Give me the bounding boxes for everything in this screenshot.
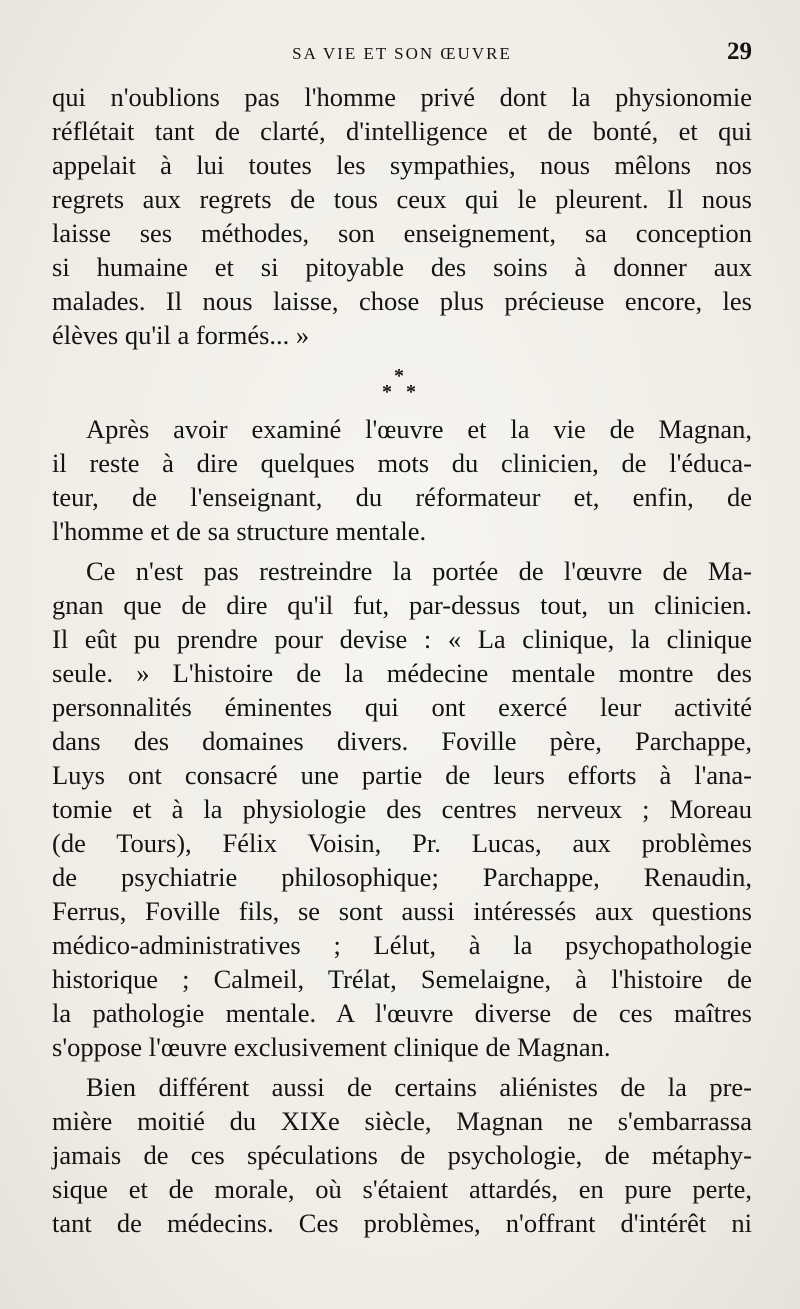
- asterism-star: *: [382, 381, 392, 403]
- text-line: réflétait tant de clarté, d'intelligence et de bonté, et qui: [52, 116, 752, 146]
- text-line: appelait à lui toutes les sympathies, nous mêlons nos: [52, 150, 752, 180]
- text-line: gnan que de dire qu'il fut, par-dessus tout, un clinicien.: [52, 590, 752, 620]
- text-line: Luys ont consacré une partie de leurs efforts à l'ana-: [52, 760, 752, 790]
- running-head: [52, 38, 752, 72]
- section-asterism: [52, 352, 752, 412]
- text-line: Ce n'est pas restreindre la portée de l'œuvre de Ma-: [86, 556, 752, 586]
- paragraph-speculations: [52, 1070, 752, 1240]
- running-title: SA VIE ET SON ŒUVRE: [292, 44, 512, 63]
- body-text: [52, 80, 752, 1240]
- text-line: s'oppose l'œuvre exclusivement clinique de Magnan.: [52, 1032, 611, 1062]
- text-line: Bien différent aussi de certains aliénistes de la pre-: [86, 1072, 752, 1102]
- text-line: sique et de morale, où s'étaient attardés, en pure perte,: [52, 1174, 752, 1204]
- text-line: de psychiatrie philosophique; Parchappe, Renaudin,: [52, 862, 752, 892]
- text-line: seule. » L'histoire de la médecine mentale montre des: [52, 658, 752, 688]
- text-line: historique ; Calmeil, Trélat, Semelaigne, à l'histoire de: [52, 964, 752, 994]
- text-line: l'homme et de sa structure mentale.: [52, 516, 427, 546]
- text-line: malades. Il nous laisse, chose plus précieuse encore, les: [52, 286, 752, 316]
- paragraph-clinician: [52, 554, 752, 1064]
- text-line: jamais de ces spéculations de psychologie, de métaphy-: [52, 1140, 752, 1170]
- text-line: médico-administratives ; Lélut, à la psychopathologie: [52, 930, 752, 960]
- text-line: personnalités éminentes qui ont exercé leur activité: [52, 692, 752, 722]
- paragraph-quote-end: [52, 80, 752, 352]
- text-line: tomie et à la physiologie des centres nerveux ; Moreau: [52, 794, 752, 824]
- asterism-star: *: [394, 365, 404, 387]
- text-line: tant de médecins. Ces problèmes, n'offrant d'intérêt ni: [52, 1208, 752, 1238]
- asterism-star: *: [406, 381, 416, 403]
- text-line: Après avoir examiné l'œuvre et la vie de Magnan,: [86, 414, 752, 444]
- text-line: qui n'oublions pas l'homme privé dont la physionomie: [52, 82, 752, 112]
- text-line: Ferrus, Foville fils, se sont aussi intéressés aux questions: [52, 896, 752, 926]
- page-number: 29: [727, 38, 752, 65]
- text-line: regrets aux regrets de tous ceux qui le pleurent. Il nous: [52, 184, 752, 214]
- paragraph-introduction: [52, 412, 752, 548]
- text-line: teur, de l'enseignant, du réformateur et, enfin, de: [52, 482, 752, 512]
- text-line: si humaine et si pitoyable des soins à donner aux: [52, 252, 752, 282]
- text-line: mière moitié du XIXe siècle, Magnan ne s'embarrassa: [52, 1106, 752, 1136]
- text-line: laisse ses méthodes, son enseignement, sa conception: [52, 218, 752, 248]
- text-line: Il eût pu prendre pour devise : « La clinique, la clinique: [52, 624, 752, 654]
- text-line: (de Tours), Félix Voisin, Pr. Lucas, aux problèmes: [52, 828, 752, 858]
- text-line: dans des domaines divers. Foville père, Parchappe,: [52, 726, 752, 756]
- text-line: élèves qu'il a formés... »: [52, 320, 310, 350]
- text-line: il reste à dire quelques mots du clinicien, de l'éduca-: [52, 448, 752, 478]
- text-line: la pathologie mentale. A l'œuvre diverse de ces maîtres: [52, 998, 752, 1028]
